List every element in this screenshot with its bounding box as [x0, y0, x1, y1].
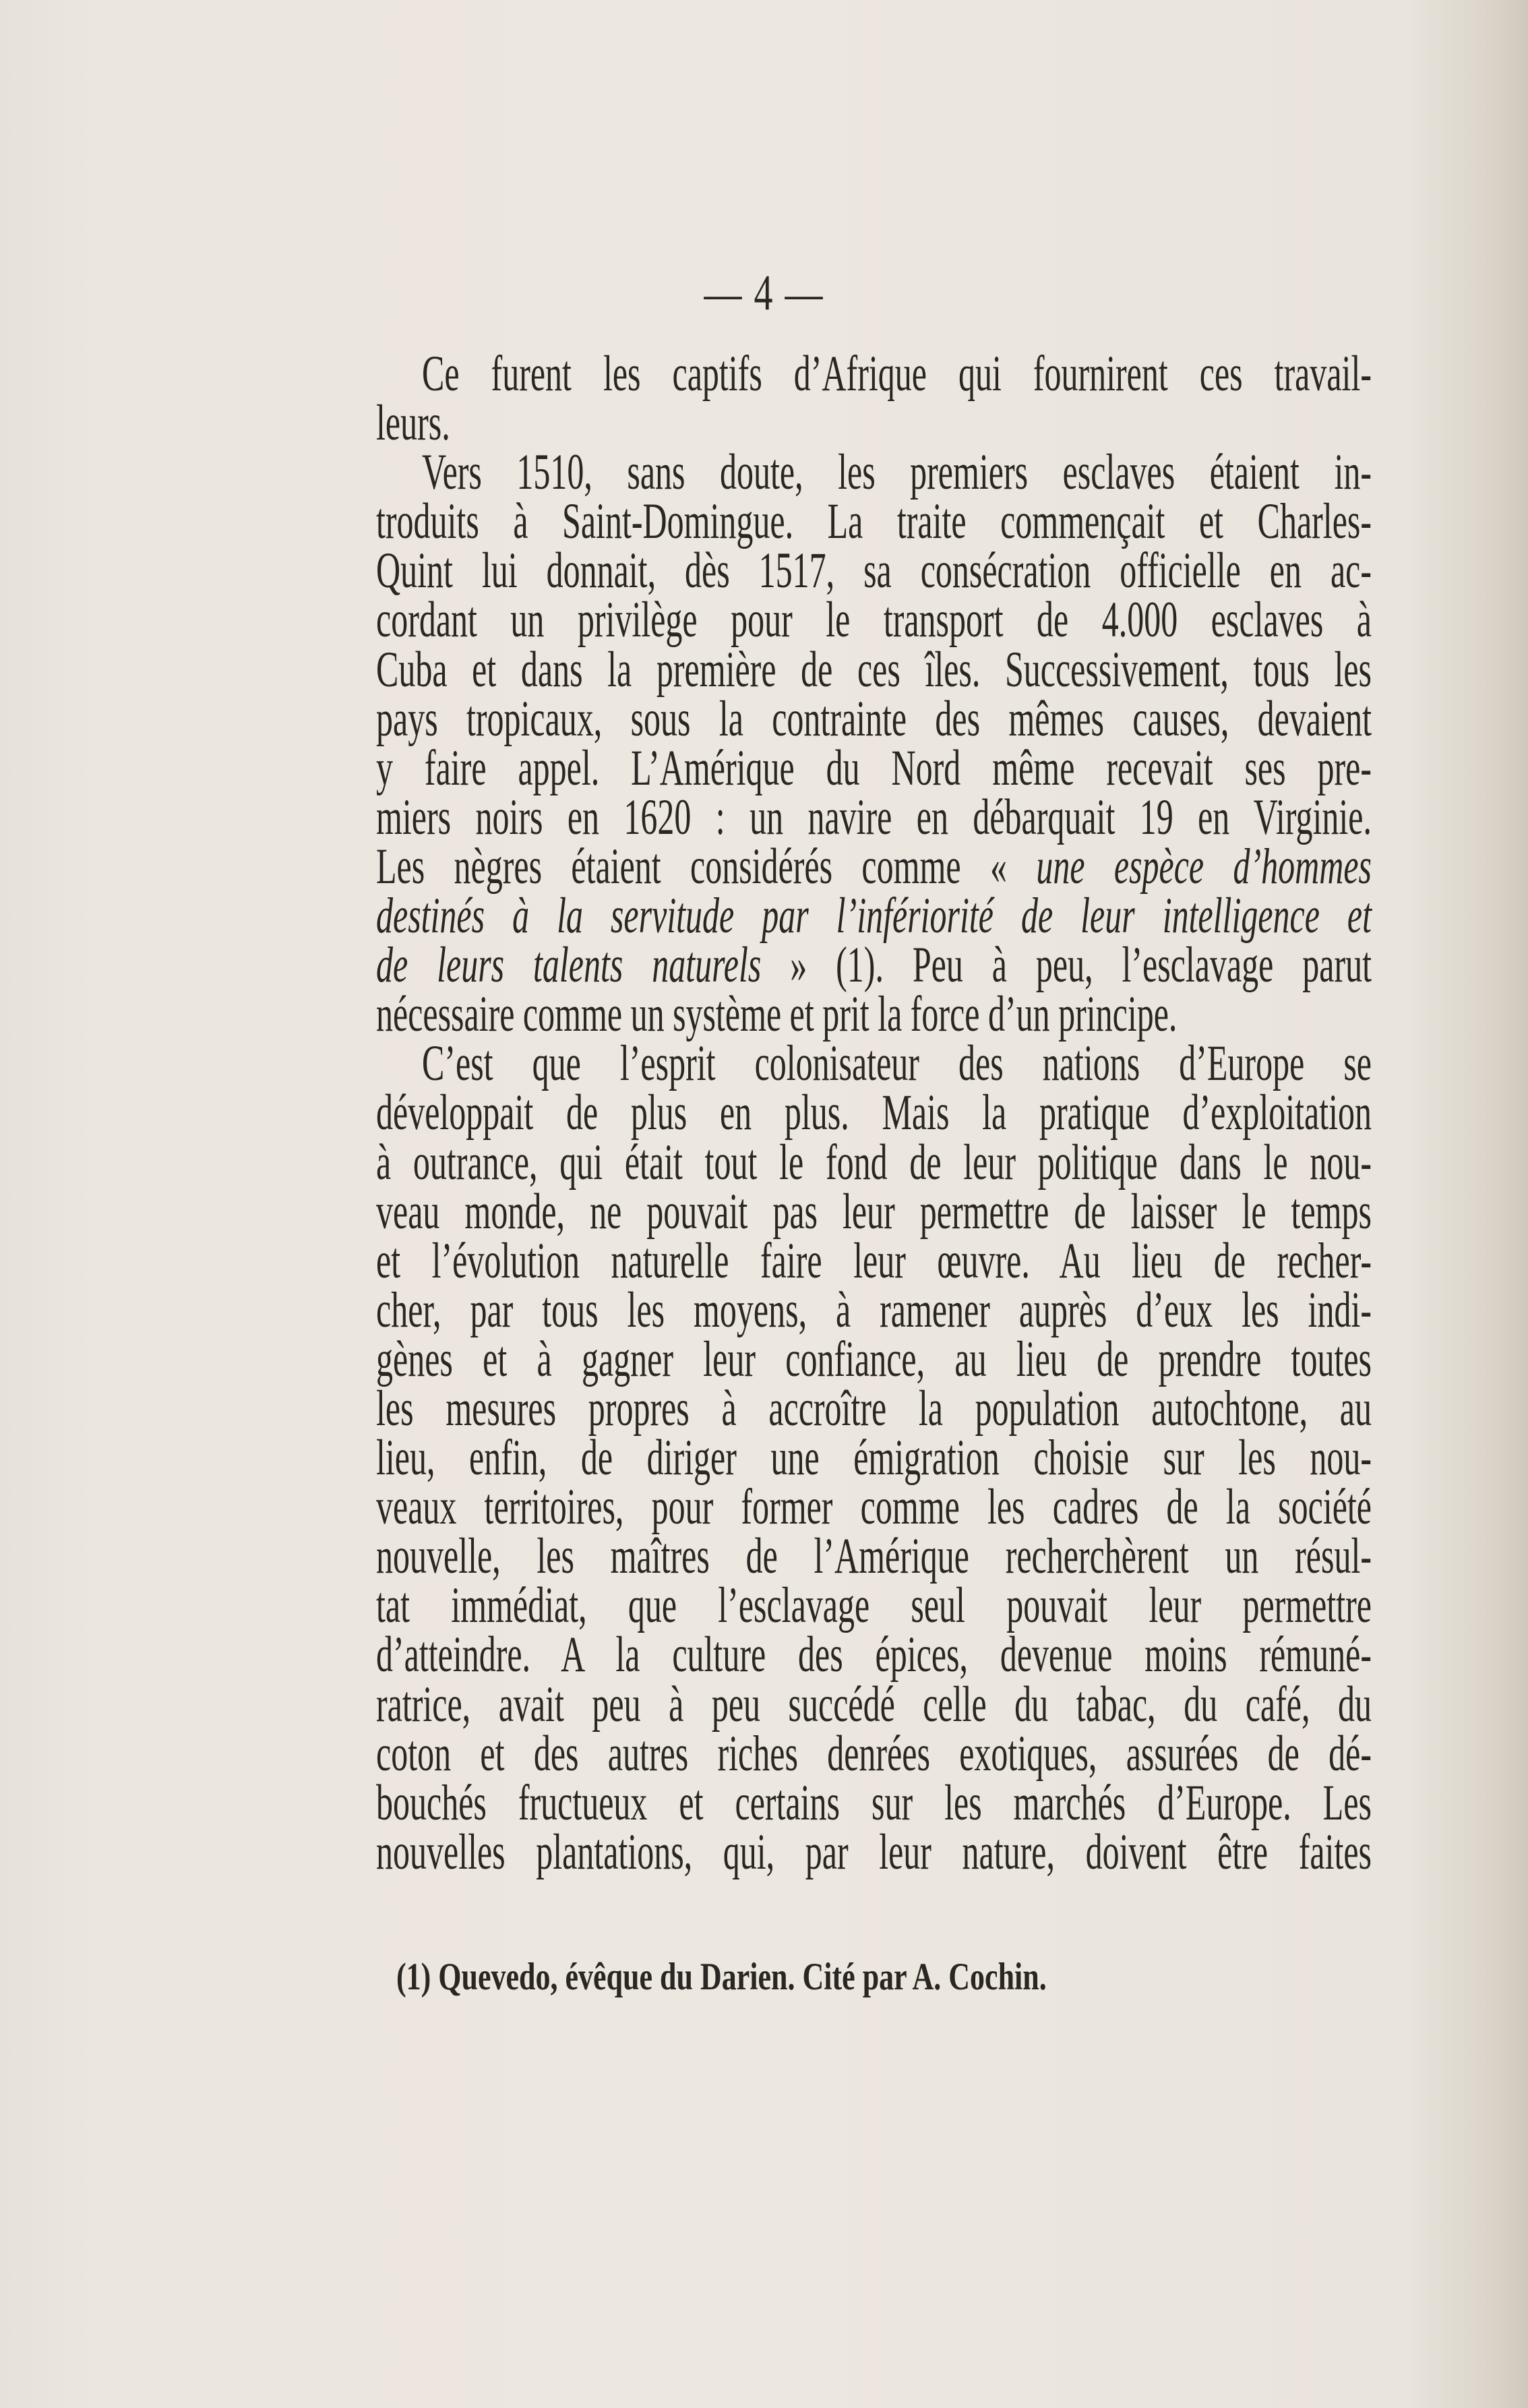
line-text: et l’évolution naturelle faire leur œuvre. Au lieu de recher- — [376, 1232, 1372, 1289]
line-text: à outrance, qui était tout le fond de leur politique dans le nou- — [376, 1133, 1372, 1191]
line-text: veaux territoires, pour former comme les cadres de la société — [376, 1478, 1372, 1535]
line-text: nécessaire comme un système et prit la force d’un principe. — [376, 985, 1178, 1042]
line-text: miers noirs en 1620 : un navire en débarquait 19 en Virginie. — [376, 788, 1372, 845]
footnote: (1) Quevedo, évêque du Darien. Cité par A. Cochin. — [396, 1955, 1047, 1999]
line-text: les mesures propres à accroître la population autochtone, au — [376, 1379, 1372, 1437]
line-text: bouchés fructueux et certains sur les marchés d’Europe. Les — [376, 1774, 1372, 1831]
italic-quote-text: destinés à la servitude par l’infériorité de leur intelligence et — [376, 886, 1372, 944]
line-text: y faire appel. L’Amérique du Nord même recevait ses pre- — [376, 739, 1372, 796]
text-line — [376, 1815, 1372, 1890]
line-text: C’est que l’esprit colonisateur des nations d’Europe se — [422, 1035, 1372, 1092]
line-text: cordant un privilège pour le transport de 4.000 esclaves à — [376, 591, 1372, 649]
line-text: Quint lui donnait, dès 1517, sa consécration officielle en ac- — [376, 542, 1372, 599]
line-text: coton et des autres riches denrées exotiques, assurées de dé- — [376, 1724, 1372, 1782]
line-text: Les nègres étaient considérés comme « — [376, 837, 1037, 895]
line-text: gènes et à gagner leur confiance, au lieu de prendre toutes — [376, 1330, 1372, 1387]
line-text: » (1). Peu à peu, l’esclavage parut — [761, 936, 1372, 993]
line-text: d’atteindre. A la culture des épices, devenue moins rémuné- — [376, 1626, 1372, 1683]
line-text: lieu, enfin, de diriger une émigration choisie sur les nou- — [376, 1428, 1372, 1486]
line-text: leurs. — [376, 394, 450, 451]
line-text: tat immédiat, que l’esclavage seul pouvait leur permettre — [376, 1577, 1372, 1634]
line-text: Vers 1510, sans doute, les premiers esclaves étaient in- — [422, 443, 1372, 500]
line-text: veau monde, ne pouvait pas leur permettre de laisser le temps — [376, 1182, 1372, 1240]
line-text: développait de plus en plus. Mais la pratique d’exploitation — [376, 1084, 1372, 1141]
line-text: pays tropicaux, sous la contrainte des mêmes causes, devaient — [376, 690, 1372, 747]
line-text: ratrice, avait peu à peu succédé celle du tabac, du café, du — [376, 1675, 1372, 1733]
page-number: — 4 — — [704, 265, 824, 322]
italic-quote-text: une espèce d’hommes — [1036, 837, 1372, 895]
line-text: cher, par tous les moyens, à ramener auprès d’eux les indi- — [376, 1281, 1372, 1338]
body-text — [376, 344, 1372, 1880]
line-text: Cuba et dans la première de ces îles. Successivement, tous les — [376, 640, 1372, 698]
italic-quote-text: de leurs talents naturels — [376, 936, 762, 993]
line-text: nouvelles plantations, qui, par leur nature, doivent être faites — [376, 1823, 1372, 1880]
line-text: nouvelle, les maîtres de l’Amérique recherchèrent un résul- — [376, 1527, 1372, 1584]
line-text: troduits à Saint-Domingue. La traite commençait et Charles- — [376, 493, 1372, 550]
line-text: Ce furent les captifs d’Afrique qui fournirent ces travail- — [422, 344, 1372, 402]
